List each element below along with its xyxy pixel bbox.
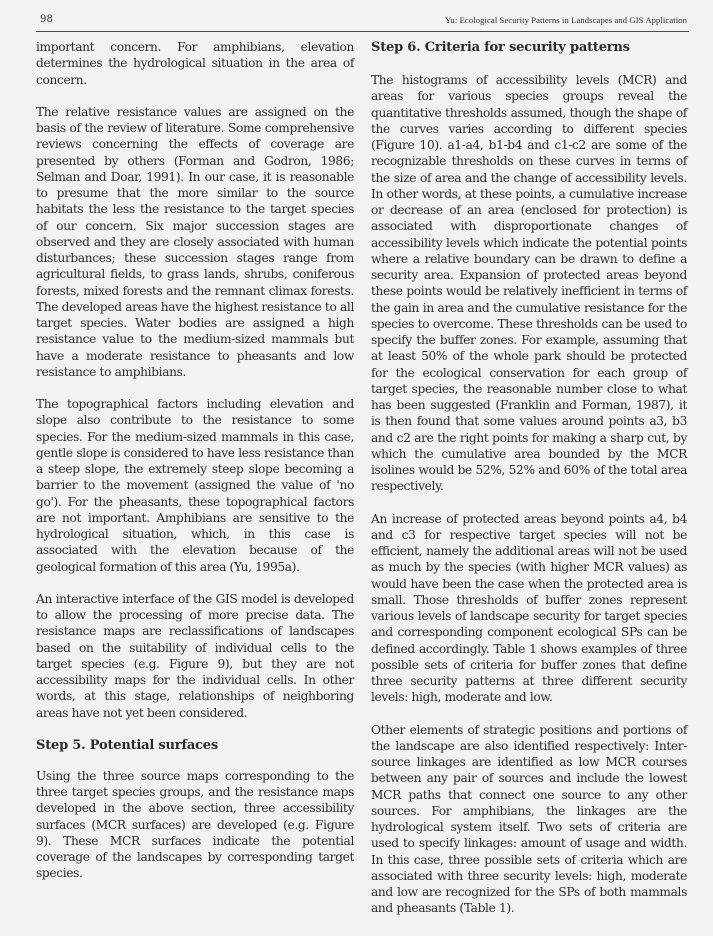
right-column xyxy=(371,39,687,933)
section-heading-step5: Step 5. Potential surfaces xyxy=(36,737,218,753)
header-rule xyxy=(36,31,689,32)
page-number: 98 xyxy=(40,14,54,25)
left-paragraph-5: Using the three source maps corresponding to the three target species groups, and the resistance maps developed in the above section, three accessibility surfaces (MCR surfaces) are developed (e.g. Figure 9). These MCR surfaces indicate the potential coverage of the landscapes by corresponding target species. xyxy=(36,768,354,881)
left-paragraph-1: important concern. For amphibians, elevation determines the hydrological situation in the area of concern. xyxy=(36,40,354,87)
left-paragraph-2: The relative resistance values are assigned on the basis of the review of literature. Some comprehensive reviews concerning the effects of coverage are presented by others (Forman and Godron, 1986; Selman and Doar, 1991). In our case, it is reasonable to presume that the more similar to the source habitats the less the resistance to the target species of our concern. Six major succession stages are observed and they are closely associated with human disturbances; these succession stages range from agricultural fields, to grass lands, shrubs, coniferous forests, mixed forests and the remnant climax forests. The developed areas have the highest resistance to all target species. Water bodies are assigned a high resistance value to the medium-sized mammals but have a moderate resistance to pheasants and low resistance to amphibians. xyxy=(36,104,355,379)
left-paragraph-3: The topographical factors including elevation and slope also contribute to the resistance to some species. For the medium-sized mammals in this case, gentle slope is considered to have less resistance than a steep slope, the extremely steep slope becoming a barrier to the movement (assigned the value of 'no go'). For the pheasants, these topographical factors are not important. Amphibians are sensitive to the hydrological situation, which, in this case is associated with the elevation because of the geological formation of this area (Yu, 1995a). xyxy=(36,397,354,574)
section-heading-step6: Step 6. Criteria for security patterns xyxy=(371,40,630,55)
right-paragraph-3: Other elements of strategic positions and portions of the landscape are also identified respectively: Inter-source linkages are identified as low MCR courses between any pair of sources and include the lowest MCR paths that connect one source to any other sources. For amphibians, the linkages are the hydrological system itself. Two sets of criteria are used to specify linkages: amount of usage and width. In this case, three possible sets of criteria which are associated with three security levels: high, moderate and low are recognized for the SPs of both mammals and pheasants (Table 1). xyxy=(371,722,687,916)
right-paragraph-1: The histograms of accessibility levels (MCR) and areas for various species groups reveal the quantitative thresholds assumed, though the shape of the curves varies according to different species (Figure 10). a1-a4, b1-b4 and c1-c2 are some of the recognizable thresholds on these curves in terms of the size of area and the change of accessibility levels. In other words, at these points, a cumulative increase or decrease of an area (enclosed for protection) is associated with disproportionate changes of accessibility levels which indicate the potential points where a relative boundary can be drawn to define a security area. Expansion of protected areas beyond these points would be relatively inefficient in terms of the gain in area and the cumulative resistance for the species to overcome. These thresholds can be used to specify the buffer zones. For example, assuming that at least 50% of the whole park should be protected for the ecological conservation for each group of target species, the reasonable number close to what has been suggested (Franklin and Forman, 1987), it is then found that some values around points a3, b3 and c2 are the right points for making a sharp cut, by which the cumulative area bounded by the MCR isolines would be 52%, 52% and 60% of the total area respectively. xyxy=(371,73,687,494)
left-paragraph-4: An interactive interface of the GIS model is developed to allow the processing of more precise data. The resistance maps are reclassifications of landscapes based on the suitability of individual cells to the target species (e.g. Figure 9), but they are not accessibility maps for the individual cells. In other words, at this stage, relationships of neighboring areas have not yet been considered. xyxy=(36,591,354,720)
left-column xyxy=(36,39,354,898)
right-paragraph-2: An increase of protected areas beyond points a4, b4 and c3 for respective target species will not be efficient, namely the additional areas will not be used as much by the species (with higher MCR values) as would have been the case when the protected area is small. Those thresholds of buffer zones represent various levels of landscape security for target species and corresponding component ecological SPs can be defined accordingly. Table 1 shows examples of three possible sets of criteria for buffer zones that define three security patterns at three different security levels: high, moderate and low. xyxy=(371,511,687,705)
running-head: Yu: Ecological Security Patterns in Landscapes and GIS Application xyxy=(445,15,687,25)
